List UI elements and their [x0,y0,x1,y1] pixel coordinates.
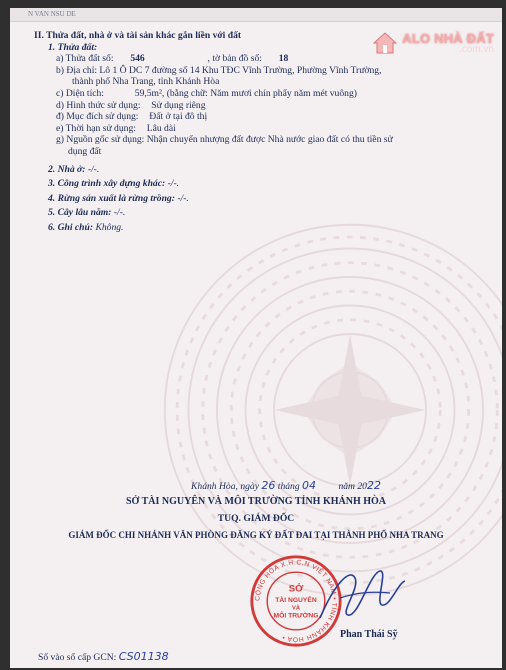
handwritten-signature [310,563,410,633]
usage-purpose-label: đ) Mục đích sử dụng: [56,111,139,123]
signing-month: 04 [302,479,317,492]
house-row [34,164,492,176]
usage-form-value: Sử dụng riêng [151,99,206,111]
other-works-row [34,178,492,190]
area-row [34,88,492,100]
seal-top: SỞ [288,583,304,595]
map-sheet-value: 18 [278,53,289,65]
planted-forest-label: 4. Rừng sản xuất là rừng trồng: [48,192,175,204]
area-value: 59,5m², (bằng chữ: Năm mươi chín phẩy năm mét vuông) [134,87,357,99]
notes-value: Không. [95,221,124,233]
watermark-site: .com.vn [458,44,494,55]
usage-form-label: d) Hình thức sử dụng: [56,99,141,111]
land-heading: 1. Thửa đất: [48,41,98,53]
address-line-2: thành phố Nha Trang, tỉnh Khánh Hòa [72,76,220,88]
usage-term-row [34,123,492,135]
perennial-trees-label: 5. Cây lâu năm: [48,207,112,219]
usage-purpose-row [34,111,492,123]
usage-purpose-value: Đất ở tại đô thị [149,111,208,123]
seal-line-2: VÀ [292,605,300,612]
parcel-number-label: a) Thửa đất số: [56,53,114,65]
seal-line-1: TÀI NGUYÊN [275,596,317,604]
signing-place: Khánh Hòa, ngày [191,481,259,492]
parcel-number-value: 546 [130,53,145,65]
watermark-brand: ALO NHÀ ĐẤT [402,31,494,46]
other-works-value: -/-. [167,178,180,190]
planted-forest-row [34,193,492,205]
map-sheet-label: , tờ bản đồ số: [207,53,262,65]
origin-line-1: g) Nguồn gốc sử dụng: Nhận chuyển nhượng đất được Nhà nước giao đất có thu tiền sử [56,134,393,146]
header-strip: N VAN NSU DE [10,8,502,22]
signing-day: 26 [261,479,276,492]
issuing-org: SỞ TÀI NGUYÊN VÀ MÔI TRƯỜNG TỈNH KHÁNH HÒA [125,496,387,507]
year-label: năm 20 [338,481,367,492]
section-title: II. Thửa đất, nhà ở và tài sản khác gắn liền với đất [34,30,242,41]
seal-line-3: MÔI TRƯỜNG [273,612,319,620]
usage-form-row [34,100,492,112]
signer-name: Phan Thái Sỹ [340,629,398,640]
usage-term-label: e) Thời hạn sử dụng: [56,122,136,134]
address-line-1: b) Địa chỉ: Lô 1 Ô DC 7 đường số 14 Khu TĐC Vĩnh Trường, Phường Vĩnh Trường, [56,64,382,76]
signing-date [10,479,502,492]
planted-forest-value: -/-. [177,192,189,204]
branch-director: GIÁM ĐỐC CHI NHÁNH VĂN PHÒNG ĐĂNG KÝ ĐẤT ĐAI TẠI THÀNH PHỐ NHA TRANG [68,530,444,540]
gcn-value: CS01138 [118,650,169,663]
area-label: c) Diện tích: [56,87,104,99]
signing-block [10,479,502,540]
certificate-page [10,8,502,668]
gcn-row [38,650,169,663]
gcn-label: Số vào sổ cấp GCN: [38,652,117,663]
origin-line-2: dụng đất [68,145,102,157]
house-value: -/-. [87,163,100,175]
house-label: 2. Nhà ở: [48,163,86,175]
seal-ring-text: CỘNG HÒA X.H.C.N VIỆT NAM • TỈNH KHÁNH HÒA • [254,559,338,643]
drum-emblem-watermark [160,220,502,600]
notes-label: 6. Ghi chú: [48,221,94,233]
other-works-label: 3. Công trình xây dựng khác: [48,178,166,190]
notes-row [34,222,492,234]
signing-year: 22 [366,479,381,492]
usage-term-value: Lâu dài [146,122,176,134]
perennial-trees-row [34,207,492,219]
land-details [34,30,492,234]
parcel-number-row [34,53,492,65]
perennial-trees-value: -/-. [113,207,126,219]
month-label: tháng [277,481,300,492]
authorization-line: TUQ. GIÁM ĐỐC [217,513,295,524]
